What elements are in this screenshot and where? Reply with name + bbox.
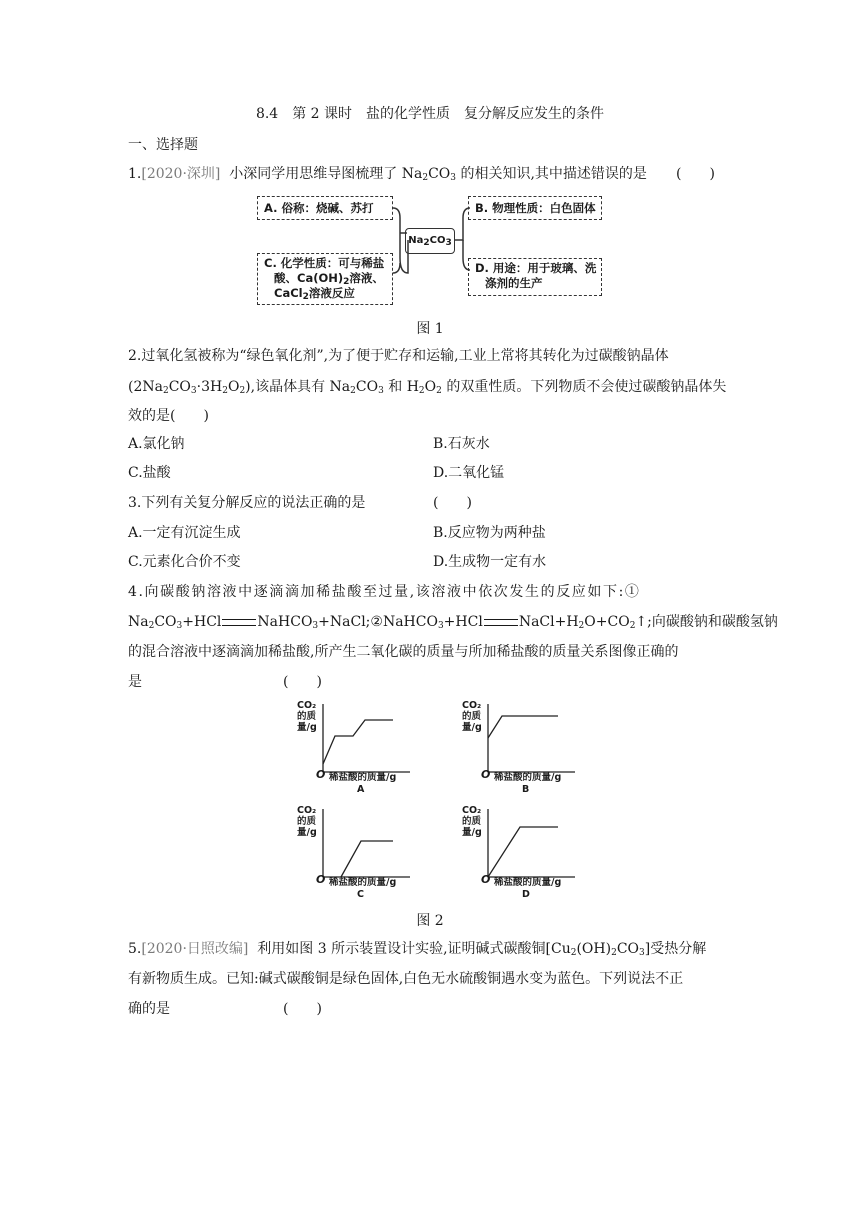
graph-y-label: CO₂ 的质 量/g bbox=[462, 700, 482, 733]
graph-b bbox=[450, 700, 580, 796]
question-4-line-4: 是 bbox=[128, 674, 142, 690]
mindmap-node-c: C. 化学性质：可与稀盐 酸、$Ca(OH)_2$溶液、 CaCl$_2$溶液反应 bbox=[257, 253, 393, 305]
question-2-line-3: 效的是( ) bbox=[128, 408, 209, 424]
q3-option-d: D.生成物一定有水 bbox=[433, 554, 547, 570]
figure-1-caption: 图 1 bbox=[416, 321, 444, 337]
q2-option-a: A.氯化钠 bbox=[128, 436, 185, 452]
graph-option-letter: C bbox=[357, 889, 364, 900]
graph-y-label: CO₂ 的质 量/g bbox=[297, 805, 317, 838]
answer-paren: ( ) bbox=[283, 674, 322, 690]
question-3: 3.下列有关复分解反应的说法正确的是 bbox=[128, 495, 366, 511]
graph-origin: O bbox=[316, 768, 326, 781]
question-5-line-2: 有新物质生成。已知:碱式碳酸铜是绿色固体,白色无水硫酸铜遇水变为蓝色。下列说法不正 bbox=[128, 971, 684, 987]
mindmap-node-d: D. 用途：用于玻璃、洗 涤剂的生产 bbox=[468, 258, 602, 296]
mindmap-center: $Na_2CO_3$ bbox=[405, 228, 455, 254]
graph-curve bbox=[488, 827, 558, 877]
question-5-line-3: 确的是 bbox=[128, 1001, 170, 1017]
figure-2-caption: 图 2 bbox=[416, 913, 444, 929]
graph-curve bbox=[488, 716, 558, 738]
graph-x-label: 稀盐酸的质量/g bbox=[329, 877, 397, 888]
graph-origin: O bbox=[481, 873, 491, 886]
question-2-line-1: 2.过氧化氢被称为“绿色氧化剂”,为了便于贮存和运输,工业上常将其转化为过碳酸钠晶体 bbox=[128, 348, 669, 364]
graph-d bbox=[450, 805, 580, 901]
graph-x-label: 稀盐酸的质量/g bbox=[494, 877, 562, 888]
question-4-equations: $Na_2CO_3+HCl$ NaHCO$_3$+NaCl;②NaHCO$_3$+HCl $NaCl+H_2O+CO_2↑$;向碳酸钠和碳酸氢钠 bbox=[128, 614, 778, 631]
mindmap-node-a: A. 俗称：烧碱、苏打 bbox=[257, 196, 393, 220]
graph-origin: O bbox=[316, 873, 326, 886]
graph-x-label: 稀盐酸的质量/g bbox=[494, 772, 562, 783]
q3-option-c: C.元素化合价不变 bbox=[128, 554, 241, 570]
graph-option-letter: D bbox=[522, 889, 530, 900]
answer-paren: ( ) bbox=[676, 166, 715, 182]
question-source: [2020·深圳] bbox=[141, 166, 221, 182]
q2-option-d: D.二氧化锰 bbox=[433, 465, 505, 481]
graph-y-label: CO₂ 的质 量/g bbox=[462, 805, 482, 838]
answer-paren: ( ) bbox=[433, 495, 472, 511]
graph-c bbox=[285, 805, 415, 901]
equals-sign bbox=[484, 619, 518, 626]
question-4-line-1: 4.向碳酸钠溶液中逐滴滴加稀盐酸至过量,该溶液中依次发生的反应如下:① bbox=[128, 584, 641, 600]
page-title: 8.4 第 2 课时 盐的化学性质 复分解反应发生的条件 bbox=[255, 106, 605, 122]
graph-y-label: CO₂ 的质 量/g bbox=[297, 700, 317, 733]
mindmap-node-b: B. 物理性质：白色固体 bbox=[468, 196, 602, 220]
q3-option-a: A.一定有沉淀生成 bbox=[128, 525, 241, 541]
graph-origin: O bbox=[481, 768, 491, 781]
q3-option-b: B.反应物为两种盐 bbox=[433, 525, 546, 541]
q2-option-c: C.盐酸 bbox=[128, 465, 171, 481]
graph-x-label: 稀盐酸的质量/g bbox=[329, 772, 397, 783]
section-heading: 一、选择题 bbox=[128, 137, 198, 153]
answer-paren: ( ) bbox=[283, 1001, 322, 1017]
question-5-line-1: 5.[2020·日照改编] 利用如图 3 所示装置设计实验,证明碱式碳酸铜$[Cu_2(OH)_2CO_3]$受热分解 bbox=[128, 941, 707, 958]
question-1: 1.[2020·深圳] 小深同学用思维导图梳理了 $Na_2CO_3$ 的相关知识,其中描述错误的是 bbox=[128, 166, 647, 183]
equals-sign bbox=[222, 619, 256, 626]
graph-option-letter: B bbox=[522, 784, 530, 795]
graph-option-letter: A bbox=[357, 784, 365, 795]
graph-a bbox=[285, 700, 415, 796]
question-source: [2020·日照改编] bbox=[141, 941, 249, 957]
q2-option-b: B.石灰水 bbox=[433, 436, 490, 452]
graph-curve bbox=[341, 841, 393, 877]
graph-curve bbox=[323, 720, 393, 764]
question-2-line-2: $(2Na_2CO_3\cdot 3H_2O_2)$,该晶体具有 $Na_2CO_3$ 和 $H_2O_2$ 的双重性质。下列物质不会使过碳酸钠晶体失 bbox=[128, 379, 727, 396]
question-4-line-3: 的混合溶液中逐滴滴加稀盐酸,所产生二氧化碳的质量与所加稀盐酸的质量关系图像正确的 bbox=[128, 644, 679, 660]
